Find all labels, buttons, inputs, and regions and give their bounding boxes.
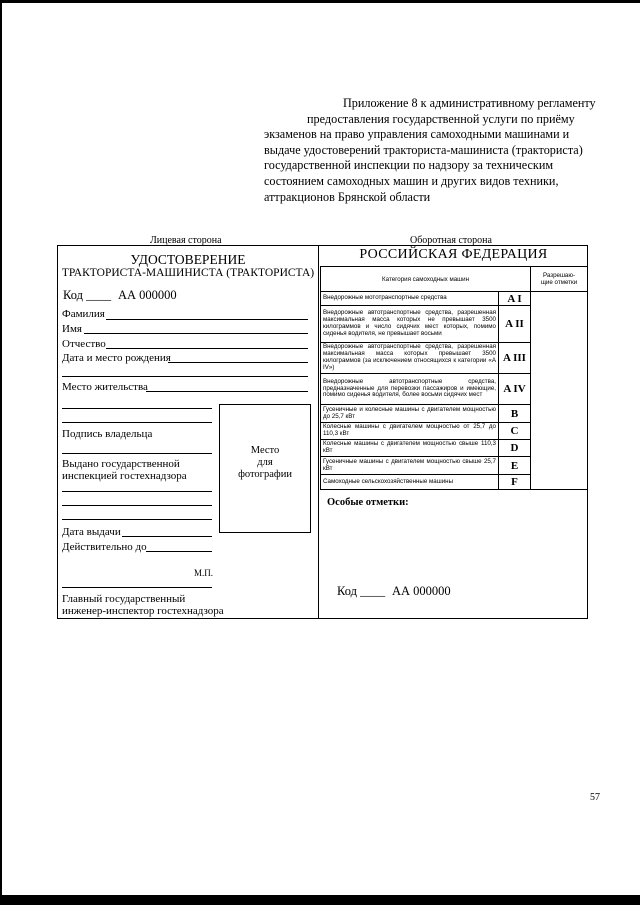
page-frame-bottom (0, 895, 640, 905)
issued-by-label: Выдано государственной (62, 458, 180, 470)
signature-label: Подпись владельца (62, 428, 153, 440)
surname-line (106, 319, 308, 320)
birth-line-2 (62, 376, 308, 377)
permits-header-line: щие отметки (540, 279, 578, 286)
certificate-subtitle: ТРАКТОРИСТА-МАШИНИСТА (ТРАКТОРИСТА) (61, 267, 315, 279)
birth-label: Дата и место рождения (62, 352, 171, 364)
category-desc: Внедорожные автотранспортные средства, разрешенная максимальная масса которых превышает 3500 килограммов (за исключением относящихся к категории «А IV») (321, 343, 499, 374)
photo-label: для (257, 457, 273, 468)
category-code: A III (499, 343, 531, 374)
certificate-title: УДОСТОВЕРЕНИЕ (130, 252, 246, 267)
photo-placeholder (219, 404, 311, 533)
extra-line (62, 408, 212, 409)
residence-label: Место жительства (62, 381, 148, 393)
category-header: Категория самоходных машин (321, 267, 531, 292)
signature-line (62, 453, 212, 454)
header-line: аттракционов Брянской области (264, 189, 431, 204)
page-frame-top (0, 0, 640, 3)
back-side-label: Оборотная сторона (410, 235, 492, 246)
extra-line (62, 422, 212, 423)
chief-signature-line (62, 587, 212, 588)
category-code: F (499, 475, 531, 490)
special-notes-label: Особые отметки: (327, 497, 409, 508)
issued-by-line (62, 491, 212, 492)
category-desc: Гусеничные машины с двигателем мощностью свыше 25,7 кВт (321, 457, 499, 475)
category-desc: Внедорожные автотранспортные средства, предназначенные для перевозки пассажиров и имеющие, помимо сиденья водителя, более восьми сидячих мест (321, 374, 499, 405)
category-code: A IV (499, 374, 531, 405)
page-number: 57 (590, 792, 600, 803)
category-code: A I (499, 292, 531, 306)
header-line: Приложение 8 к административному регламенту (343, 96, 596, 110)
photo-label: фотографии (238, 469, 292, 480)
patronymic-label: Отчество (62, 338, 106, 350)
header-line: предоставления государственной услуги по приёму (307, 111, 575, 126)
category-desc: Самоходные сельскохозяйственные машины (321, 475, 499, 490)
issued-by-line (62, 519, 212, 520)
issued-by-line (62, 505, 212, 506)
surname-label: Фамилия (62, 308, 105, 320)
category-row (321, 292, 588, 306)
category-desc: Внедорожные мототранспортные средства (321, 292, 499, 306)
valid-until-label: Действительно до (62, 541, 147, 553)
front-code-value: АА 000000 (118, 288, 177, 302)
russian-federation-title: РОССИЙСКАЯ ФЕДЕРАЦИЯ (359, 247, 548, 262)
category-desc: Колесные машины с двигателем мощностью свыше 110,3 кВт (321, 440, 499, 457)
valid-until-line (146, 551, 212, 552)
front-code-label: Код ____ (63, 288, 112, 302)
back-code-label: Код ____ (337, 584, 386, 598)
issue-date-label: Дата выдачи (62, 526, 121, 538)
header-line: государственной инспекции по надзору за техническим (264, 158, 554, 173)
chief-title-2: инженер-инспектор гостехнадзора (62, 605, 224, 617)
header-line: состоянием самоходных машин и других видов техники, (264, 173, 559, 188)
category-code: D (499, 440, 531, 457)
residence-line (146, 391, 308, 392)
issued-by-label-2: инспекцией гостехнадзора (62, 470, 187, 482)
photo-label: Место (250, 445, 280, 456)
back-code-value: АА 000000 (392, 584, 451, 598)
header-line: экзаменов на право управления самоходными машинами и (264, 127, 570, 142)
stamp-mark: М.П. (194, 568, 214, 578)
card-divider (318, 245, 319, 619)
permits-header (531, 267, 588, 292)
header-line: выдаче удостоверений тракториста-машиниста (тракториста) (264, 142, 583, 157)
chief-title: Главный государственный (62, 593, 186, 605)
front-side-label: Лицевая сторона (150, 235, 222, 246)
appendix-header (264, 96, 609, 205)
page-frame-left (0, 0, 2, 905)
category-code: A II (499, 306, 531, 343)
birth-line (168, 362, 308, 363)
issue-date-line (122, 536, 212, 537)
permits-header-line: Разрешаю- (542, 272, 576, 279)
category-desc: Внедорожные автотранспортные средства, разрешенная максимальная масса которых не превышает 3500 килограммов и число сидячих мест которых, помимо сиденья водителя, не превышает восьми (321, 306, 499, 343)
category-desc: Гусеничные и колесные машины с двигателем мощностью до 25,7 кВт (321, 405, 499, 423)
category-desc: Колесные машины с двигателем мощностью от 25,7 до 110,3 кВт (321, 423, 499, 440)
category-code: C (499, 423, 531, 440)
name-line (84, 333, 308, 334)
category-code: B (499, 405, 531, 423)
category-code: E (499, 457, 531, 475)
patronymic-line (106, 348, 308, 349)
name-label: Имя (62, 323, 82, 335)
category-table (320, 266, 588, 490)
permits-cell (531, 292, 588, 490)
